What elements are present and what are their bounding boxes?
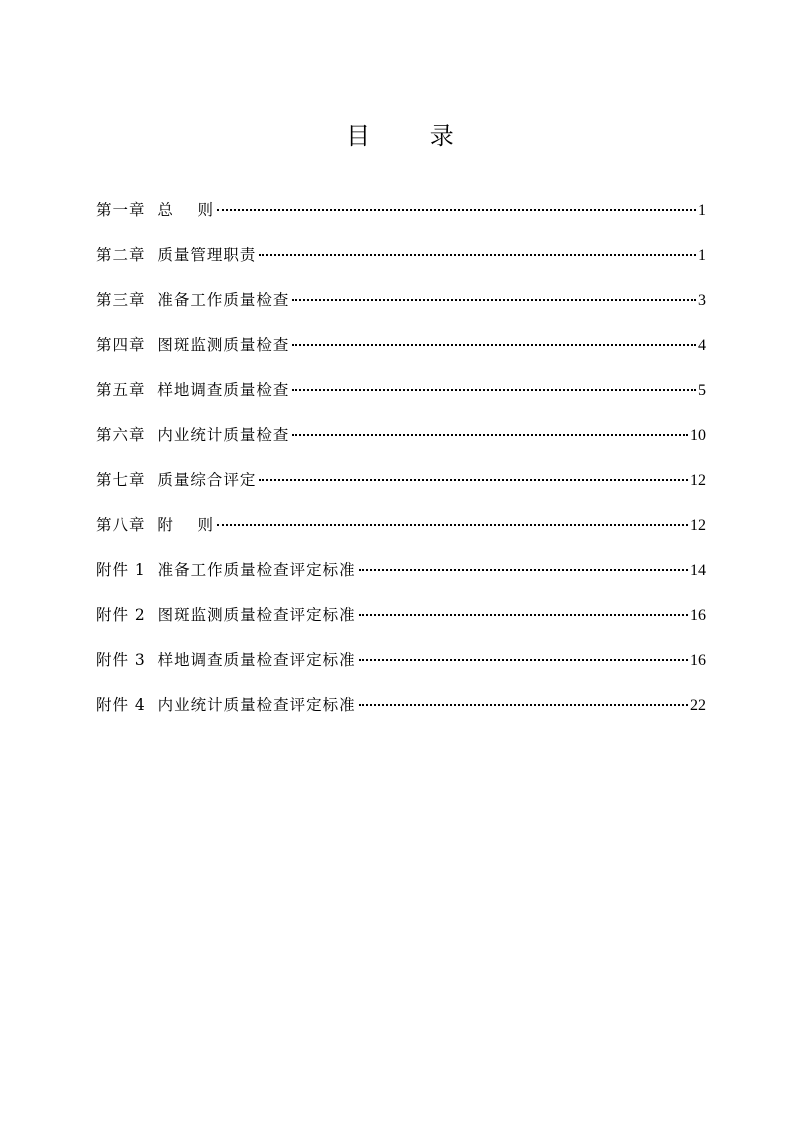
toc-entry-label: 附件 2 图斑监测质量检查评定标准 [96, 606, 356, 624]
toc-entry[interactable] [96, 601, 706, 646]
toc-entry[interactable] [96, 556, 706, 601]
toc-dot-leader [217, 209, 696, 211]
toc-entry-page: 12 [690, 472, 706, 489]
toc-entry-label: 第六章 内业统计质量检查 [96, 426, 290, 444]
toc-entry-label: 附件 4 内业统计质量检查评定标准 [96, 696, 356, 714]
toc-entry-label: 第八章 附 则 [96, 516, 215, 534]
toc-entry[interactable] [96, 511, 706, 556]
toc-entry-label: 附件 3 样地调查质量检查评定标准 [96, 651, 356, 669]
toc-entry-page: 1 [698, 202, 706, 219]
toc-dot-leader [359, 704, 688, 706]
toc-entry-label: 第二章 质量管理职责 [96, 246, 257, 264]
toc-entry-page: 16 [690, 607, 706, 624]
toc-entry-label: 第三章 准备工作质量检查 [96, 291, 290, 309]
toc-entry-label: 第四章 图斑监测质量检查 [96, 336, 290, 354]
toc-entry[interactable] [96, 331, 706, 376]
toc-dot-leader [259, 479, 688, 481]
toc-dot-leader [292, 299, 696, 301]
toc-dot-leader [359, 659, 688, 661]
toc-entry[interactable] [96, 241, 706, 286]
toc-entry-page: 12 [690, 517, 706, 534]
toc-entry[interactable] [96, 196, 706, 241]
toc-entry-label: 第五章 样地调查质量检查 [96, 381, 290, 399]
toc-entry-label: 附件 1 准备工作质量检查评定标准 [96, 561, 356, 579]
toc-entry-page: 5 [698, 382, 706, 399]
toc-entry[interactable] [96, 421, 706, 466]
toc-entry-page: 10 [690, 427, 706, 444]
toc-entry[interactable] [96, 646, 706, 691]
toc-entry-page: 1 [698, 247, 706, 264]
toc-entry[interactable] [96, 466, 706, 511]
table-of-contents [96, 196, 706, 736]
toc-entry-label: 第七章 质量综合评定 [96, 471, 257, 489]
toc-entry-page: 14 [690, 562, 706, 579]
toc-entry-page: 4 [698, 337, 706, 354]
toc-entry[interactable] [96, 376, 706, 421]
toc-entry-page: 3 [698, 292, 706, 309]
toc-dot-leader [292, 389, 696, 391]
toc-dot-leader [217, 524, 688, 526]
toc-dot-leader [359, 614, 688, 616]
toc-entry[interactable] [96, 691, 706, 736]
toc-dot-leader [292, 344, 696, 346]
toc-entry[interactable] [96, 286, 706, 331]
toc-entry-page: 16 [690, 652, 706, 669]
toc-dot-leader [359, 569, 688, 571]
toc-entry-label: 第一章 总 则 [96, 201, 215, 219]
toc-title: 目 录 [346, 122, 480, 150]
toc-dot-leader [259, 254, 696, 256]
toc-entry-page: 22 [690, 697, 706, 714]
toc-dot-leader [292, 434, 688, 436]
